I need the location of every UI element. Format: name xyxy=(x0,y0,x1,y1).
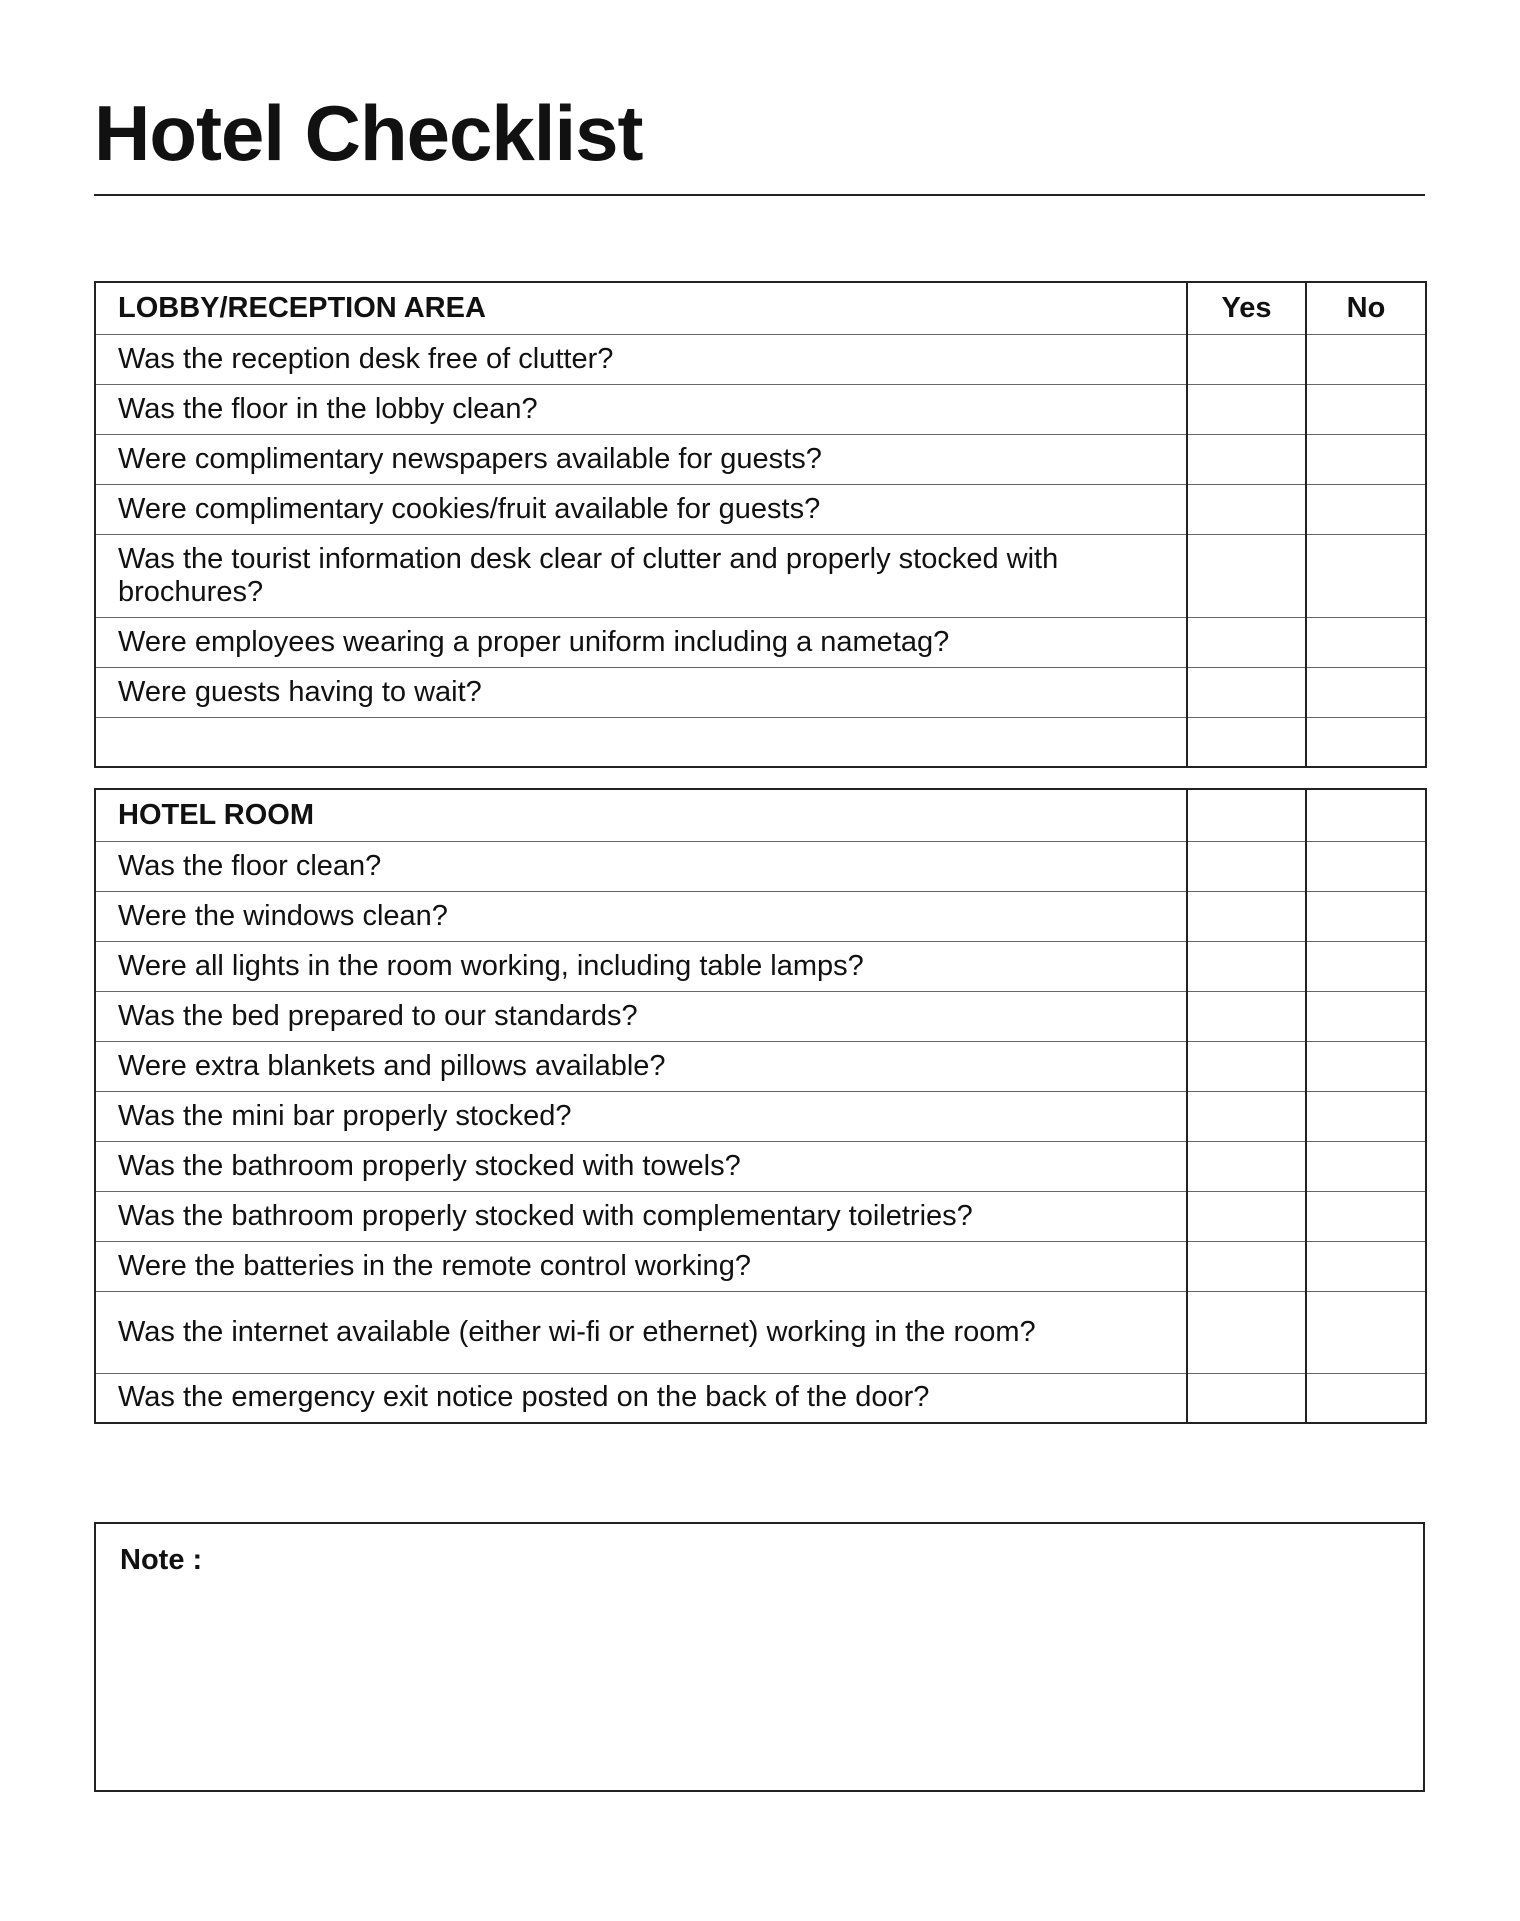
room-section-heading: HOTEL ROOM xyxy=(95,789,1187,841)
no-checkbox-cell[interactable] xyxy=(1306,1373,1426,1423)
title-divider xyxy=(94,194,1425,196)
checklist-row xyxy=(95,1141,1426,1191)
yes-checkbox-cell[interactable] xyxy=(1187,534,1306,617)
checklist-row xyxy=(95,717,1426,767)
checklist-row xyxy=(95,1373,1426,1423)
yes-checkbox-cell[interactable] xyxy=(1187,991,1306,1041)
no-checkbox-cell[interactable] xyxy=(1306,1291,1426,1373)
checklist-row xyxy=(95,334,1426,384)
room-header-row xyxy=(95,789,1426,841)
checklist-question: Was the internet available (either wi-fi or ethernet) working in the room? xyxy=(95,1291,1187,1373)
yes-checkbox-cell[interactable] xyxy=(1187,334,1306,384)
no-checkbox-cell[interactable] xyxy=(1306,384,1426,434)
no-checkbox-cell[interactable] xyxy=(1306,1041,1426,1091)
yes-checkbox-cell[interactable] xyxy=(1187,841,1306,891)
checklist-question: Was the reception desk free of clutter? xyxy=(95,334,1187,384)
checklist-question xyxy=(95,717,1187,767)
checklist-question: Were the windows clean? xyxy=(95,891,1187,941)
yes-checkbox-cell[interactable] xyxy=(1187,941,1306,991)
checklist-question: Were guests having to wait? xyxy=(95,667,1187,717)
room-no-header-cell xyxy=(1306,789,1426,841)
no-checkbox-cell[interactable] xyxy=(1306,617,1426,667)
lobby-checklist-table xyxy=(94,281,1427,768)
no-checkbox-cell[interactable] xyxy=(1306,991,1426,1041)
yes-checkbox-cell[interactable] xyxy=(1187,1091,1306,1141)
no-checkbox-cell[interactable] xyxy=(1306,667,1426,717)
checklist-question: Was the mini bar properly stocked? xyxy=(95,1091,1187,1141)
checklist-question: Were employees wearing a proper uniform including a nametag? xyxy=(95,617,1187,667)
checklist-question: Was the bathroom properly stocked with towels? xyxy=(95,1141,1187,1191)
no-checkbox-cell[interactable] xyxy=(1306,534,1426,617)
note-label: Note : xyxy=(120,1544,203,1576)
no-checkbox-cell[interactable] xyxy=(1306,484,1426,534)
checklist-question: Was the bathroom properly stocked with complementary toiletries? xyxy=(95,1191,1187,1241)
no-checkbox-cell[interactable] xyxy=(1306,941,1426,991)
yes-checkbox-cell[interactable] xyxy=(1187,1241,1306,1291)
checklist-row xyxy=(95,617,1426,667)
checklist-row xyxy=(95,941,1426,991)
checklist-row xyxy=(95,891,1426,941)
no-checkbox-cell[interactable] xyxy=(1306,1191,1426,1241)
yes-checkbox-cell[interactable] xyxy=(1187,667,1306,717)
checklist-question: Were complimentary cookies/fruit available for guests? xyxy=(95,484,1187,534)
checklist-question: Were all lights in the room working, including table lamps? xyxy=(95,941,1187,991)
yes-checkbox-cell[interactable] xyxy=(1187,384,1306,434)
checklist-row xyxy=(95,1291,1426,1373)
yes-column-header: Yes xyxy=(1187,282,1306,334)
checklist-question: Was the tourist information desk clear of clutter and properly stocked with brochures? xyxy=(95,534,1187,617)
checklist-question: Were extra blankets and pillows available? xyxy=(95,1041,1187,1091)
checklist-question: Was the bed prepared to our standards? xyxy=(95,991,1187,1041)
checklist-question: Were complimentary newspapers available for guests? xyxy=(95,434,1187,484)
note-box[interactable] xyxy=(94,1522,1425,1792)
room-checklist-table xyxy=(94,788,1427,1424)
checklist-row xyxy=(95,484,1426,534)
yes-checkbox-cell[interactable] xyxy=(1187,717,1306,767)
checklist-row xyxy=(95,1041,1426,1091)
checklist-row xyxy=(95,1191,1426,1241)
yes-checkbox-cell[interactable] xyxy=(1187,1373,1306,1423)
no-checkbox-cell[interactable] xyxy=(1306,841,1426,891)
checklist-row xyxy=(95,534,1426,617)
yes-checkbox-cell[interactable] xyxy=(1187,434,1306,484)
no-checkbox-cell[interactable] xyxy=(1306,1241,1426,1291)
yes-checkbox-cell[interactable] xyxy=(1187,617,1306,667)
yes-checkbox-cell[interactable] xyxy=(1187,1191,1306,1241)
checklist-question: Was the floor in the lobby clean? xyxy=(95,384,1187,434)
checklist-question: Was the floor clean? xyxy=(95,841,1187,891)
no-checkbox-cell[interactable] xyxy=(1306,891,1426,941)
yes-checkbox-cell[interactable] xyxy=(1187,1041,1306,1091)
checklist-row xyxy=(95,384,1426,434)
yes-checkbox-cell[interactable] xyxy=(1187,891,1306,941)
yes-checkbox-cell[interactable] xyxy=(1187,1141,1306,1191)
checklist-row xyxy=(95,991,1426,1041)
no-column-header: No xyxy=(1306,282,1426,334)
checklist-question: Was the emergency exit notice posted on the back of the door? xyxy=(95,1373,1187,1423)
page-title: Hotel Checklist xyxy=(94,89,643,177)
checklist-row xyxy=(95,434,1426,484)
no-checkbox-cell[interactable] xyxy=(1306,1091,1426,1141)
yes-checkbox-cell[interactable] xyxy=(1187,484,1306,534)
room-yes-header-cell xyxy=(1187,789,1306,841)
no-checkbox-cell[interactable] xyxy=(1306,717,1426,767)
lobby-section-heading: LOBBY/RECEPTION AREA xyxy=(95,282,1187,334)
no-checkbox-cell[interactable] xyxy=(1306,434,1426,484)
yes-checkbox-cell[interactable] xyxy=(1187,1291,1306,1373)
no-checkbox-cell[interactable] xyxy=(1306,1141,1426,1191)
checklist-row xyxy=(95,841,1426,891)
no-checkbox-cell[interactable] xyxy=(1306,334,1426,384)
checklist-row xyxy=(95,1241,1426,1291)
checklist-row xyxy=(95,667,1426,717)
checklist-row xyxy=(95,1091,1426,1141)
checklist-question: Were the batteries in the remote control working? xyxy=(95,1241,1187,1291)
lobby-header-row xyxy=(95,282,1426,334)
